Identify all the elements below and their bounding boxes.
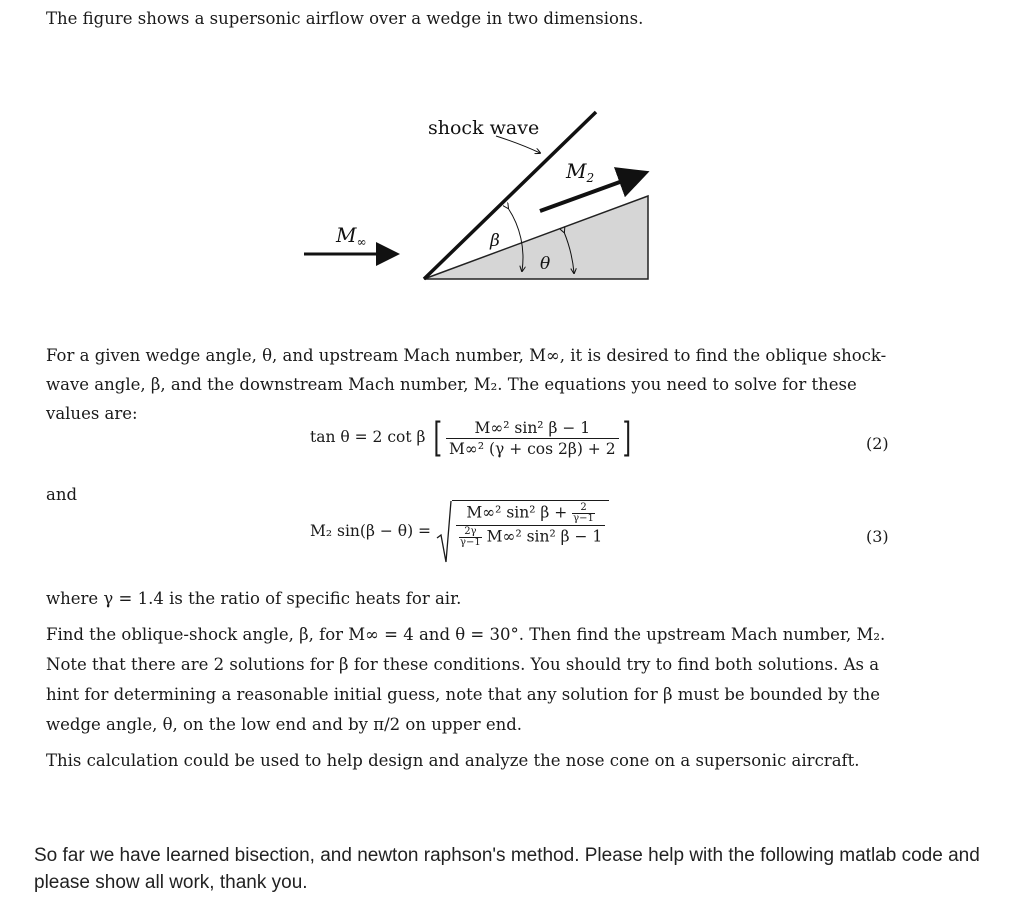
eq2-left-bracket: [	[433, 415, 443, 461]
wedge-shock-figure	[296, 106, 656, 296]
equation-3	[310, 500, 609, 564]
minf-label: $M_\infty$	[336, 223, 367, 249]
theta-label: θ	[540, 254, 551, 274]
eq3-den-smallfrac	[459, 527, 482, 548]
eq3-num-smallfrac-d: γ−1	[573, 513, 594, 524]
eq2-lhs: tan θ = 2 cot β	[310, 428, 426, 446]
problem-paragraph-1: For a given wedge angle, θ, and upstream Mach number, M∞, it is desired to find the oblique shock-wave angle, β, and the downstream Mach number, M₂. The equations you need to solve for these values are:	[46, 346, 887, 423]
student-question: So far we have learned bisection, and newton raphson's method. Please help with the following matlab code and please show all work, thank you.	[34, 845, 980, 893]
eq3-number: (3)	[866, 527, 889, 546]
eq3-radicand	[452, 500, 609, 564]
eq3-num-term: M∞² sin² β +	[466, 503, 568, 522]
eq2-denominator: M∞² (γ + cos 2β) + 2	[449, 439, 616, 458]
eq3-denominator	[456, 526, 605, 548]
eq2-numerator: M∞² sin² β − 1	[446, 419, 619, 439]
eq2-right-bracket: ]	[622, 415, 631, 461]
eq3-den-smallfrac-n: 2γ	[459, 527, 482, 538]
eq3-numerator	[456, 503, 605, 526]
sqrt-sign	[436, 500, 452, 564]
eq3-lhs: M₂ sin(β − θ) =	[310, 522, 432, 540]
eq3-num-smallfrac	[572, 503, 595, 524]
eq3-den-smallfrac-d: γ−1	[460, 537, 481, 548]
beta-label: β	[490, 231, 500, 251]
eq3-fraction	[456, 503, 605, 548]
and-word: and	[46, 485, 78, 504]
intro-text: The figure shows a supersonic airflow over a wedge in two dimensions.	[46, 9, 644, 28]
wedge-shape	[424, 196, 648, 279]
shock-wave-label: shock wave	[428, 117, 540, 139]
where-line: where γ = 1.4 is the ratio of specific heats for air.	[46, 589, 462, 608]
equation-2	[310, 415, 634, 461]
problem-paragraph-3: This calculation could be used to help design and analyze the nose cone on a supersonic aircraft.	[46, 751, 860, 770]
eq2-fraction	[446, 419, 619, 458]
eq2-number: (2)	[866, 434, 889, 453]
eq3-sqrt	[436, 500, 609, 564]
eq3-num-smallfrac-n: 2	[572, 503, 595, 514]
problem-paragraph-2: Find the oblique-shock angle, β, for M∞ = 4 and θ = 30°. Then find the upstream Mach number, M₂. Note that there are 2 solutions for β for these conditions. You should try to find both solutions. As a hint for determining a reasonable initial guess, note that any solution for β must be bounded by the wedge angle, θ, on the low end and by π/2 on upper end.	[46, 625, 886, 734]
eq3-den-term: M∞² sin² β − 1	[486, 527, 603, 546]
m2-label: $M_2$	[566, 159, 595, 185]
